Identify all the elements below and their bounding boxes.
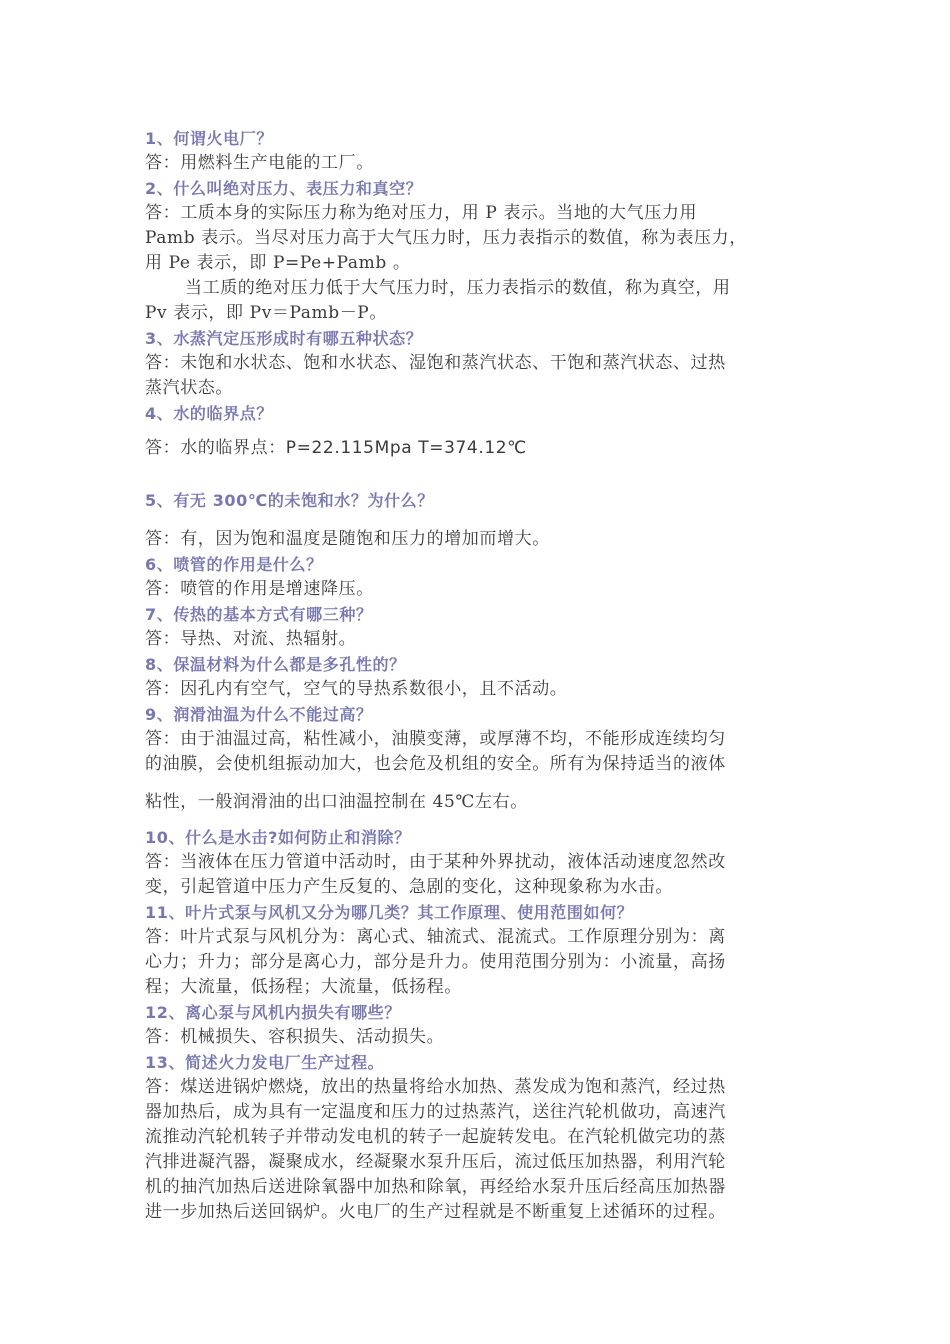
question-2: 2、什么叫绝对压力、表压力和真空？	[145, 179, 423, 198]
question-9: 9、润滑油温为什么不能过高？	[145, 705, 373, 724]
answer-1-line-1: 答：用燃料生产电能的工厂。	[145, 153, 374, 173]
answer-10-line-2: 变，引起管道中压力产生反复的、急剧的变化，这种现象称为水击。	[145, 877, 673, 897]
answer-2-line-5: Pv 表示，即 Pv＝Pamb－P。	[145, 303, 387, 323]
question-1: 1、何谓火电厂？	[145, 129, 273, 148]
question-8: 8、保温材料为什么都是多孔性的？	[145, 655, 406, 674]
answer-10-line-1: 答：当液体在压力管道中活动时，由于某种外界扰动，液体活动速度忽然改	[145, 852, 726, 872]
answer-3-line-1: 答：未饱和水状态、饱和水状态、湿饱和蒸汽状态、干饱和蒸汽状态、过热	[145, 353, 726, 373]
answer-13-line-2: 器加热后，成为具有一定温度和压力的过热蒸汽，送往汽轮机做功，高速汽	[145, 1102, 726, 1122]
answer-3-line-2: 蒸汽状态。	[145, 378, 233, 398]
answer-5-line-1: 答：有，因为饱和温度是随饱和压力的增加而增大。	[145, 529, 550, 549]
answer-11-line-1: 答：叶片式泵与风机分为：离心式、轴流式、混流式。工作原理分别为：离	[145, 927, 726, 947]
answer-12-line-1: 答：机械损失、容积损失、活动损失。	[145, 1027, 445, 1047]
answer-2-line-3: 用 Pe 表示，即 P=Pe+Pamb 。	[145, 253, 411, 273]
answer-11-line-2: 心力；升力；部分是离心力，部分是升力。使用范围分别为：小流量，高扬	[145, 952, 726, 972]
question-12: 12、离心泵与风机内损失有哪些？	[145, 1003, 401, 1022]
answer-13-line-4: 汽排进凝汽器，凝聚成水，经凝聚水泵升压后，流过低压加热器，利用汽轮	[145, 1152, 726, 1172]
answer-6-line-1: 答：喷管的作用是增速降压。	[145, 579, 374, 599]
question-6: 6、喷管的作用是什么？	[145, 555, 323, 574]
answer-13-line-1: 答：煤送进锅炉燃烧，放出的热量将给水加热、蒸发成为饱和蒸汽，经过热	[145, 1077, 726, 1097]
answer-9-line-1: 答：由于油温过高，粘性减小，油膜变薄，或厚薄不均，不能形成连续均匀	[145, 729, 726, 749]
question-10: 10、什么是水击?如何防止和消除？	[145, 828, 411, 847]
question-4: 4、水的临界点？	[145, 404, 273, 423]
question-7: 7、传热的基本方式有哪三种？	[145, 605, 373, 624]
answer-11-line-3: 程；大流量，低扬程；大流量，低扬程。	[145, 977, 462, 997]
answer-13-line-6: 进一步加热后送回锅炉。火电厂的生产过程就是不断重复上述循环的过程。	[145, 1202, 726, 1222]
question-3: 3、水蒸汽定压形成时有哪五种状态？	[145, 329, 423, 348]
question-5: 5、有无 300℃的未饱和水？为什么？	[145, 491, 434, 510]
answer-13-line-3: 流推动汽轮机转子并带动发电机的转子一起旋转发电。在汽轮机做完功的蒸	[145, 1127, 726, 1147]
answer-2-line-2: Pamb 表示。当尽对压力高于大气压力时，压力表指示的数值，称为表压力，	[145, 228, 747, 248]
answer-4-line-1: 答：水的临界点：P=22.115Mpa T=374.12℃	[145, 438, 527, 458]
answer-2-line-1: 答：工质本身的实际压力称为绝对压力，用 P 表示。当地的大气压力用	[145, 203, 698, 223]
document-page	[145, 126, 815, 1225]
answer-7-line-1: 答：导热、对流、热辐射。	[145, 629, 357, 649]
question-11: 11、叶片式泵与风机又分为哪几类？其工作原理、使用范围如何？	[145, 903, 634, 922]
answer-9-line-3: 粘性，一般润滑油的出口油温控制在 45℃左右。	[145, 792, 528, 812]
answer-8-line-1: 答：因孔内有空气，空气的导热系数很小，且不活动。	[145, 679, 568, 699]
question-13: 13、简述火力发电厂生产过程。	[145, 1053, 385, 1072]
answer-9-line-2: 的油膜，会使机组振动加大，也会危及机组的安全。所有为保持适当的液体	[145, 754, 726, 774]
answer-2-line-4: 当工质的绝对压力低于大气压力时，压力表指示的数值，称为真空，用	[185, 278, 731, 298]
answer-13-line-5: 机的抽汽加热后送进除氧器中加热和除氧，再经给水泵升压后经高压加热器	[145, 1177, 726, 1197]
